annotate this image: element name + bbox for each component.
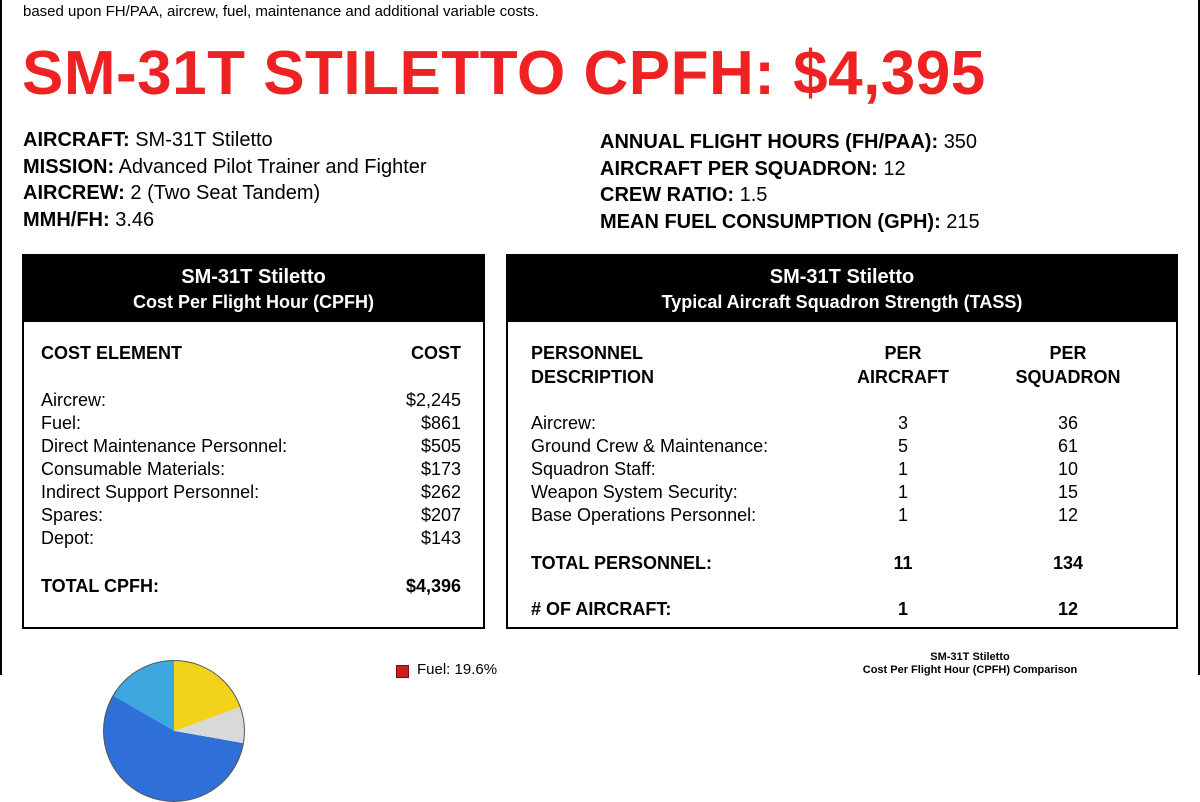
total-personnel-label: TOTAL PERSONNEL: xyxy=(531,553,713,573)
cpfh-table-header xyxy=(24,256,483,322)
col-header-description: DESCRIPTION xyxy=(531,367,655,387)
total-cpfh-value: $4,396 xyxy=(405,576,461,596)
comparison-chart-title-line2: Cost Per Flight Hour (CPFH) Comparison xyxy=(862,664,1078,676)
cost-element-direct-maintenance: Direct Maintenance Personnel: xyxy=(41,436,288,456)
cost-value-aircrew: $2,245 xyxy=(405,390,461,410)
col-header-per-aircraft-2: AIRCRAFT xyxy=(857,367,949,387)
col-header-per-squadron-2: SQUADRON xyxy=(1015,367,1121,387)
aircraft-count-label: # OF AIRCRAFT: xyxy=(531,599,672,619)
per-aircraft-squadron-staff: 1 xyxy=(897,459,908,479)
spec-mmh-fh: MMH/FH: 3.46 xyxy=(23,208,155,231)
col-header-per-aircraft-1: PER xyxy=(884,343,922,363)
page-headline: SM-31T STILETTO CPFH: $4,395 xyxy=(22,39,986,108)
total-personnel-per-squadron: 134 xyxy=(1052,553,1084,573)
aircraft-count-per-squadron: 12 xyxy=(1057,599,1079,619)
spec-mission: MISSION: Advanced Pilot Trainer and Fighter xyxy=(23,155,427,178)
cost-element-consumables: Consumable Materials: xyxy=(41,459,226,479)
per-squadron-weapon-security: 15 xyxy=(1057,482,1079,502)
legend-fuel-label: Fuel: 19.6% xyxy=(417,661,498,678)
per-squadron-aircrew: 36 xyxy=(1057,413,1079,433)
per-aircraft-ground-crew: 5 xyxy=(897,436,908,456)
spec-aircrew: AIRCREW: 2 (Two Seat Tandem) xyxy=(23,182,321,204)
tass-table-header xyxy=(508,256,1176,322)
per-squadron-ground-crew: 61 xyxy=(1057,436,1079,456)
personnel-squadron-staff: Squadron Staff: xyxy=(531,459,656,479)
cost-value-indirect-support: $262 xyxy=(420,482,461,502)
per-aircraft-aircrew: 3 xyxy=(897,413,908,433)
cost-value-spares: $207 xyxy=(420,505,461,525)
legend-fuel-swatch xyxy=(396,665,409,678)
cost-breakdown-pie xyxy=(103,660,245,802)
cost-value-consumables: $173 xyxy=(420,459,461,479)
per-aircraft-weapon-security: 1 xyxy=(897,482,908,502)
tass-table xyxy=(506,254,1178,629)
per-aircraft-base-operations: 1 xyxy=(897,505,908,525)
specs-left xyxy=(23,127,427,233)
col-header-cost: COST xyxy=(410,343,461,363)
cpfh-table-subtitle: Cost Per Flight Hour (CPFH) xyxy=(133,291,374,312)
cost-value-direct-maintenance: $505 xyxy=(420,436,461,456)
tass-table-subtitle: Typical Aircraft Squadron Strength (TASS) xyxy=(661,291,1023,312)
personnel-aircrew: Aircrew: xyxy=(531,413,597,433)
intro-text: based upon FH/PAA, aircrew, fuel, maintenance and additional variable costs. xyxy=(23,3,539,20)
page-border-left xyxy=(0,0,2,675)
comparison-chart-title xyxy=(820,651,1120,677)
personnel-weapon-security: Weapon System Security: xyxy=(531,482,738,502)
cost-element-indirect-support: Indirect Support Personnel: xyxy=(41,482,260,502)
spec-aircraft-per-squadron: AIRCRAFT PER SQUADRON: 12 xyxy=(600,157,906,180)
total-cpfh-label: TOTAL CPFH: xyxy=(41,576,159,596)
personnel-base-operations: Base Operations Personnel: xyxy=(531,505,757,525)
cost-value-depot: $143 xyxy=(420,528,461,548)
cost-element-spares: Spares: xyxy=(41,505,104,525)
cost-value-fuel: $861 xyxy=(420,413,461,433)
col-header-per-squadron-1: PER xyxy=(1049,343,1087,363)
per-squadron-squadron-staff: 10 xyxy=(1057,459,1079,479)
per-squadron-base-operations: 12 xyxy=(1057,505,1079,525)
specs-right xyxy=(600,129,980,235)
cost-element-aircrew: Aircrew: xyxy=(41,390,107,410)
spec-mean-fuel-consumption: MEAN FUEL CONSUMPTION (GPH): 215 xyxy=(600,210,980,233)
aircraft-count-per-aircraft: 1 xyxy=(897,599,908,619)
cpfh-table xyxy=(22,254,485,629)
spec-annual-flight-hours: ANNUAL FLIGHT HOURS (FH/PAA): 350 xyxy=(600,131,978,153)
total-personnel-per-aircraft: 11 xyxy=(893,553,913,573)
cpfh-table-title: SM-31T Stiletto xyxy=(181,265,326,288)
personnel-ground-crew: Ground Crew & Maintenance: xyxy=(531,436,769,456)
spec-aircraft: AIRCRAFT: SM-31T Stiletto xyxy=(23,129,273,151)
col-header-cost-element: COST ELEMENT xyxy=(41,343,183,363)
col-header-personnel: PERSONNEL xyxy=(531,343,644,363)
comparison-chart-title-line1: SM-31T Stiletto xyxy=(930,651,1010,663)
cost-element-depot: Depot: xyxy=(41,528,95,548)
spec-crew-ratio: CREW RATIO: 1.5 xyxy=(600,184,768,206)
tass-table-title: SM-31T Stiletto xyxy=(769,265,915,288)
cost-element-fuel: Fuel: xyxy=(41,413,82,433)
